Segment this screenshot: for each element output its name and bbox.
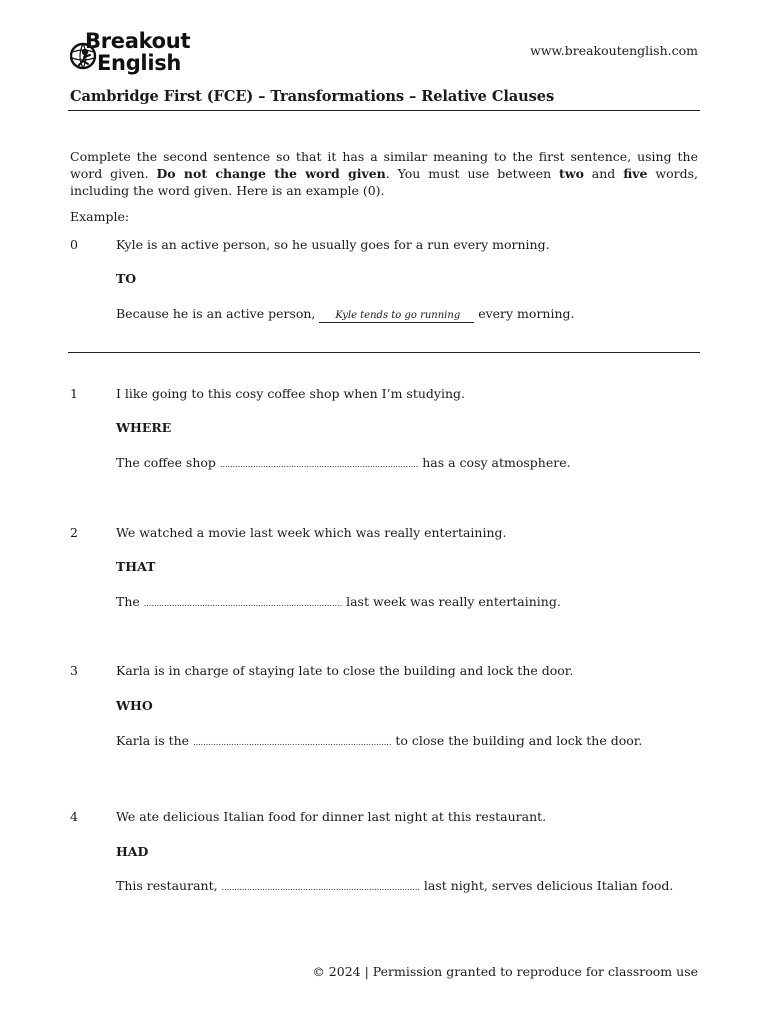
example-divider <box>68 352 700 353</box>
question-1-key-word: WHERE <box>116 420 172 435</box>
question-3-number: 3 <box>70 663 78 678</box>
question-1-answer <box>116 455 571 470</box>
question-4-answer-start: This restaurant, <box>116 878 222 893</box>
example-answer-start: Because he is an active person, <box>116 306 320 321</box>
logo-line-2: English <box>97 51 182 75</box>
question-2-answer-blank[interactable]: .............................................................................. <box>143 599 343 608</box>
question-1-answer-blank[interactable]: .............................................................................. <box>219 460 419 469</box>
question-2-answer-start: The <box>116 594 144 609</box>
question-3-answer-end: to close the building and lock the door. <box>391 733 643 748</box>
question-3-answer <box>116 733 642 748</box>
question-1-answer-start: The coffee shop <box>116 455 220 470</box>
question-3-answer-blank[interactable]: .............................................................................. <box>193 738 392 747</box>
breakout-english-logo <box>70 30 220 80</box>
example-answer-end: every morning. <box>474 306 575 321</box>
instructions-text-2: . You must use between <box>385 166 560 181</box>
website-url[interactable]: www.breakoutenglish.com <box>530 43 698 58</box>
question-2-answer <box>116 594 561 609</box>
example-key-word: TO <box>116 271 137 286</box>
question-4-answer <box>116 878 673 893</box>
header-divider <box>68 110 700 111</box>
question-3-sentence: Karla is in charge of staying late to close the building and lock the door. <box>116 663 574 678</box>
question-1-number: 1 <box>70 386 78 401</box>
instructions-emphasis-1: Do not change the word given <box>156 166 386 181</box>
question-4-sentence: We ate delicious Italian food for dinner last night at this restaurant. <box>116 809 547 824</box>
question-4-key-word: HAD <box>116 844 149 859</box>
example-answer-fill: Kyle tends to go running <box>319 310 474 323</box>
question-4-answer-end: last night, serves delicious Italian food. <box>419 878 674 893</box>
question-2-answer-end: last week was really entertaining. <box>342 594 561 609</box>
document-title: Cambridge First (FCE) – Transformations – Relative Clauses <box>70 88 555 105</box>
example-number: 0 <box>70 237 78 252</box>
question-1-answer-end: has a cosy atmosphere. <box>418 455 571 470</box>
question-4-answer-blank[interactable]: .............................................................................. <box>221 883 420 892</box>
example-answer <box>116 306 575 323</box>
question-3-answer-start: Karla is the <box>116 733 194 748</box>
question-3-key-word: WHO <box>116 698 153 713</box>
instructions-text-3: and <box>583 166 624 181</box>
instructions-text-4: words, including the word given. Here is an example (0). <box>70 166 698 198</box>
instructions-emphasis-2: two <box>559 166 584 181</box>
example-label: Example: <box>70 209 130 224</box>
question-2-sentence: We watched a movie last week which was really entertaining. <box>116 525 507 540</box>
logo-line-1: Breakout <box>85 29 191 53</box>
instructions <box>70 148 698 199</box>
question-2-key-word: THAT <box>116 559 156 574</box>
question-1-sentence: I like going to this cosy coffee shop when I’m studying. <box>116 386 465 401</box>
instructions-emphasis-3: five <box>623 166 648 181</box>
instructions-text-1: Complete the second sentence so that it has a similar meaning to the first sentence, using the word given. <box>70 149 698 181</box>
question-2-number: 2 <box>70 525 78 540</box>
question-4-number: 4 <box>70 809 78 824</box>
copyright-footer: © 2024 | Permission granted to reproduce for classroom use <box>312 964 698 979</box>
example-sentence: Kyle is an active person, so he usually goes for a run every morning. <box>116 237 550 252</box>
